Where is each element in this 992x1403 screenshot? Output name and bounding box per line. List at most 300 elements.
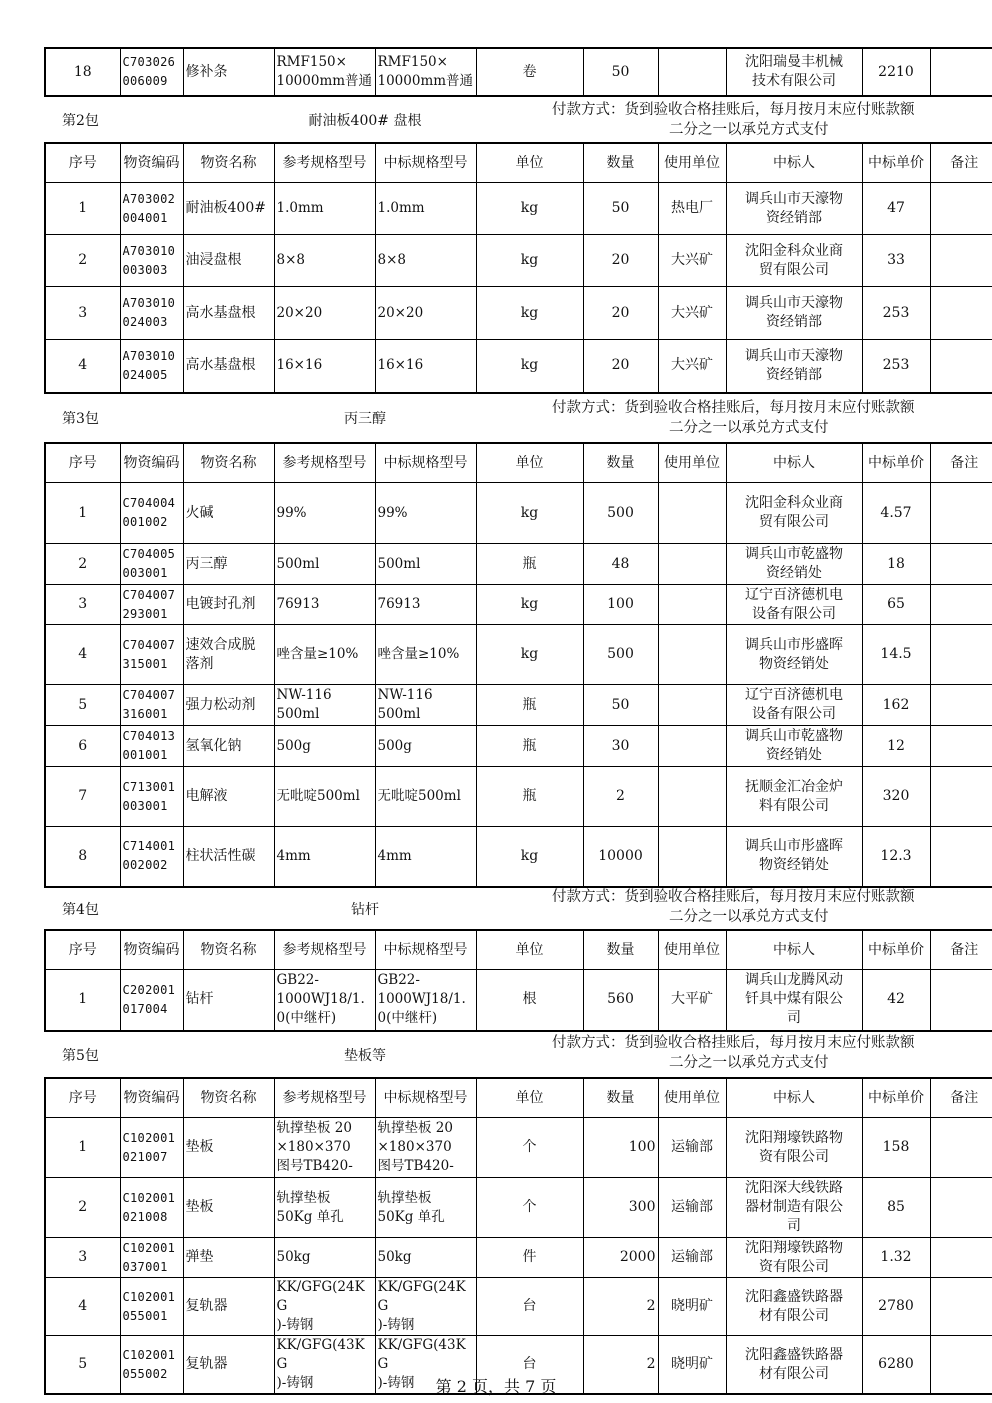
cell-bid-spec: 唑含量≥10% (375, 625, 476, 685)
cell-no: 1 (45, 183, 120, 235)
cell-code: C102001 055002 (120, 1336, 183, 1395)
cell-ref-spec: 76913 (274, 585, 375, 625)
cell-no: 2 (45, 1178, 120, 1238)
cell-user: 大平矿 (658, 970, 726, 1031)
continuation-table (44, 47, 992, 97)
table-row (45, 1238, 992, 1278)
cell-qty: 20 (583, 235, 658, 287)
header-name: 物资名称 (183, 143, 274, 183)
header-unit: 单位 (476, 930, 583, 970)
cell-user (658, 625, 726, 685)
payment-line-1: 付款方式：货到验收合格挂账后，每月按月末应付账款额 (552, 889, 915, 905)
cell-price: 2210 (862, 48, 930, 96)
package-label: 第3包 (62, 411, 99, 427)
cell-ref-spec: 500g (274, 726, 375, 767)
cell-no: 8 (45, 827, 120, 887)
cell-note (930, 340, 992, 393)
cell-name: 弹垫 (183, 1238, 274, 1278)
package-table (44, 1077, 992, 1395)
cell-bid-spec: 99% (375, 483, 476, 544)
cell-user: 大兴矿 (658, 235, 726, 287)
table-row (45, 970, 992, 1031)
cell-unit: kg (476, 235, 583, 287)
cell-bid-spec: KK/GFG(24KG )-铸钢 (375, 1278, 476, 1336)
cell-bid-spec: 76913 (375, 585, 476, 625)
table-row (45, 483, 992, 544)
cell-code: C202001 017004 (120, 970, 183, 1031)
cell-unit: 瓶 (476, 726, 583, 767)
package-label: 第5包 (62, 1048, 99, 1064)
cell-qty: 20 (583, 287, 658, 340)
cell-note (930, 544, 992, 585)
cell-code: C713001 003001 (120, 767, 183, 827)
cell-code: C102001 021008 (120, 1178, 183, 1238)
cell-no: 1 (45, 970, 120, 1031)
payment-terms (552, 1033, 972, 1073)
page-footer: 第 2 页，共 7 页 (435, 1377, 557, 1396)
cell-price: 253 (862, 340, 930, 393)
payment-line-2: 二分之一以承兑方式支付 (669, 1055, 829, 1071)
payment-line-2: 二分之一以承兑方式支付 (669, 909, 829, 925)
cell-name: 电解液 (183, 767, 274, 827)
header-name: 物资名称 (183, 930, 274, 970)
header-code: 物资编码 (120, 443, 183, 483)
cell-bid-spec: 4mm (375, 827, 476, 887)
header-no: 序号 (45, 143, 120, 183)
header-code: 物资编码 (120, 143, 183, 183)
cell-note (930, 726, 992, 767)
cell-ref-spec: 500ml (274, 544, 375, 585)
cell-qty: 30 (583, 726, 658, 767)
cell-user: 运输部 (658, 1118, 726, 1178)
cell-price: 320 (862, 767, 930, 827)
cell-winner: 调兵山市天濠物 资经销部 (726, 183, 862, 235)
cell-price: 65 (862, 585, 930, 625)
header-qty: 数量 (583, 930, 658, 970)
cell-unit: 根 (476, 970, 583, 1031)
cell-note (930, 287, 992, 340)
cell-note (930, 685, 992, 726)
cell-ref-spec: 轨撑垫板 50Kg 单孔 (274, 1178, 375, 1238)
cell-code: C704007 315001 (120, 625, 183, 685)
cell-ref-spec: KK/GFG(24KG )-铸钢 (274, 1278, 375, 1336)
cell-unit: 个 (476, 1178, 583, 1238)
package-title: 钻杆 (351, 902, 379, 918)
cell-bid-spec: 轨撑垫板 50Kg 单孔 (375, 1178, 476, 1238)
header-price: 中标单价 (862, 143, 930, 183)
cell-code: C102001 055001 (120, 1278, 183, 1336)
cell-name: 氢氧化钠 (183, 726, 274, 767)
cell-user: 大兴矿 (658, 340, 726, 393)
cell-no: 3 (45, 585, 120, 625)
header-no: 序号 (45, 443, 120, 483)
cell-price: 158 (862, 1118, 930, 1178)
header-ref-spec: 参考规格型号 (274, 1078, 375, 1118)
header-ref-spec: 参考规格型号 (274, 143, 375, 183)
cell-winner: 抚顺金汇冶金炉 料有限公司 (726, 767, 862, 827)
cell-unit: kg (476, 483, 583, 544)
cell-qty: 2000 (583, 1238, 658, 1278)
cell-ref-spec: RMF150× 10000mm普通 (274, 48, 375, 96)
cell-code: A703010 003003 (120, 235, 183, 287)
cell-winner: 调兵山市乾盛物 资经销处 (726, 726, 862, 767)
cell-winner: 调兵山市彤盛晖 物资经销处 (726, 827, 862, 887)
cell-unit: kg (476, 585, 583, 625)
cell-bid-spec: 500g (375, 726, 476, 767)
cell-qty: 50 (583, 183, 658, 235)
cell-user: 运输部 (658, 1238, 726, 1278)
cell-code: C703026 006009 (120, 48, 183, 96)
cell-unit: 瓶 (476, 685, 583, 726)
header-no: 序号 (45, 1078, 120, 1118)
header-winner: 中标人 (726, 1078, 862, 1118)
cell-name: 高水基盘根 (183, 340, 274, 393)
table-row (45, 235, 992, 287)
header-user: 使用单位 (658, 443, 726, 483)
payment-line-2: 二分之一以承兑方式支付 (669, 122, 829, 138)
header-name: 物资名称 (183, 443, 274, 483)
cell-bid-spec: 50kg (375, 1238, 476, 1278)
cell-bid-spec: 无吡啶500ml (375, 767, 476, 827)
table-row (45, 767, 992, 827)
cell-ref-spec: 8×8 (274, 235, 375, 287)
cell-winner: 调兵山市天濠物 资经销部 (726, 287, 862, 340)
cell-user: 运输部 (658, 1178, 726, 1238)
cell-ref-spec: 99% (274, 483, 375, 544)
cell-price: 6280 (862, 1336, 930, 1395)
cell-qty: 2 (583, 767, 658, 827)
cell-qty: 2 (583, 1336, 658, 1395)
cell-ref-spec: 唑含量≥10% (274, 625, 375, 685)
package-title: 丙三醇 (344, 411, 386, 427)
cell-no: 4 (45, 1278, 120, 1336)
cell-note (930, 483, 992, 544)
cell-no: 4 (45, 340, 120, 393)
cell-winner: 辽宁百济德机电 设备有限公司 (726, 685, 862, 726)
cell-note (930, 183, 992, 235)
cell-qty: 50 (583, 685, 658, 726)
cell-code: C704007 316001 (120, 685, 183, 726)
table-row (45, 1118, 992, 1178)
cell-ref-spec: 1.0mm (274, 183, 375, 235)
cell-no: 1 (45, 1118, 120, 1178)
cell-qty: 560 (583, 970, 658, 1031)
header-bid-spec: 中标规格型号 (375, 930, 476, 970)
payment-line-1: 付款方式：货到验收合格挂账后，每月按月末应付账款额 (552, 102, 915, 118)
header-unit: 单位 (476, 143, 583, 183)
cell-name: 高水基盘根 (183, 287, 274, 340)
cell-price: 33 (862, 235, 930, 287)
cell-bid-spec: NW-116 500ml (375, 685, 476, 726)
cell-unit: kg (476, 183, 583, 235)
cell-price: 42 (862, 970, 930, 1031)
header-user: 使用单位 (658, 930, 726, 970)
cell-bid-spec: GB22- 1000WJ18/1. 0(中继杆) (375, 970, 476, 1031)
cell-name: 火碱 (183, 483, 274, 544)
cell-bid-spec: 1.0mm (375, 183, 476, 235)
table-row (45, 183, 992, 235)
header-bid-spec: 中标规格型号 (375, 1078, 476, 1118)
cell-qty: 20 (583, 340, 658, 393)
header-name: 物资名称 (183, 1078, 274, 1118)
cell-price: 12.3 (862, 827, 930, 887)
cell-code: C704013 001001 (120, 726, 183, 767)
cell-note (930, 1238, 992, 1278)
cell-name: 柱状活性碳 (183, 827, 274, 887)
cell-user: 晓明矿 (658, 1278, 726, 1336)
cell-ref-spec: 无吡啶500ml (274, 767, 375, 827)
cell-user (658, 726, 726, 767)
table-row (45, 1278, 992, 1336)
header-winner: 中标人 (726, 443, 862, 483)
cell-unit: kg (476, 827, 583, 887)
cell-code: C704005 003001 (120, 544, 183, 585)
cell-no: 2 (45, 544, 120, 585)
cell-user (658, 585, 726, 625)
cell-bid-spec: 16×16 (375, 340, 476, 393)
payment-line-1: 付款方式：货到验收合格挂账后，每月按月末应付账款额 (552, 400, 915, 416)
cell-no: 4 (45, 625, 120, 685)
cell-note (930, 625, 992, 685)
cell-unit: 瓶 (476, 767, 583, 827)
cell-unit: kg (476, 340, 583, 393)
cell-ref-spec: KK/GFG(43KG )-铸钢 (274, 1336, 375, 1395)
header-code: 物资编码 (120, 1078, 183, 1118)
cell-name: 强力松动剂 (183, 685, 274, 726)
cell-winner: 调兵山市乾盛物 资经销处 (726, 544, 862, 585)
header-bid-spec: 中标规格型号 (375, 443, 476, 483)
cell-code: C102001 037001 (120, 1238, 183, 1278)
cell-qty: 10000 (583, 827, 658, 887)
cell-winner: 沈阳金科众业商 贸有限公司 (726, 235, 862, 287)
table-header-row (45, 443, 992, 483)
cell-user (658, 685, 726, 726)
header-unit: 单位 (476, 443, 583, 483)
header-user: 使用单位 (658, 143, 726, 183)
cell-no: 7 (45, 767, 120, 827)
cell-bid-spec: KK/GFG(43KG )-铸钢 (375, 1336, 476, 1395)
cell-name: 钻杆 (183, 970, 274, 1031)
cell-qty: 48 (583, 544, 658, 585)
cell-winner: 沈阳金科众业商 贸有限公司 (726, 483, 862, 544)
cell-note (930, 1178, 992, 1238)
cell-note (930, 48, 992, 96)
cell-price: 12 (862, 726, 930, 767)
cell-qty: 300 (583, 1178, 658, 1238)
cell-name: 油浸盘根 (183, 235, 274, 287)
cell-price: 1.32 (862, 1238, 930, 1278)
cell-price: 85 (862, 1178, 930, 1238)
cell-no: 18 (45, 48, 120, 96)
cell-qty: 100 (583, 1118, 658, 1178)
payment-terms (552, 887, 972, 927)
cell-name: 垫板 (183, 1178, 274, 1238)
cell-user: 晓明矿 (658, 1336, 726, 1395)
cell-winner: 调兵山龙腾风动 钎具中煤有限公 司 (726, 970, 862, 1031)
cell-note (930, 827, 992, 887)
cell-note (930, 585, 992, 625)
cell-code: A703010 024003 (120, 287, 183, 340)
payment-terms (552, 100, 972, 140)
cell-price: 4.57 (862, 483, 930, 544)
cell-name: 速效合成脱 落剂 (183, 625, 274, 685)
cell-price: 14.5 (862, 625, 930, 685)
table-row (45, 48, 992, 96)
cell-bid-spec: 8×8 (375, 235, 476, 287)
cell-ref-spec: 16×16 (274, 340, 375, 393)
header-unit: 单位 (476, 1078, 583, 1118)
cell-note (930, 235, 992, 287)
header-note: 备注 (930, 1078, 992, 1118)
cell-qty: 2 (583, 1278, 658, 1336)
cell-ref-spec: 轨撑垫板 20 ×180×370 图号TB420- (274, 1118, 375, 1178)
cell-name: 电镀封孔剂 (183, 585, 274, 625)
cell-unit: 个 (476, 1118, 583, 1178)
cell-user (658, 483, 726, 544)
cell-price: 253 (862, 287, 930, 340)
package-title: 耐油板400# 盘根 (308, 113, 422, 129)
cell-winner: 沈阳翔壕铁路物 资有限公司 (726, 1118, 862, 1178)
cell-name: 复轨器 (183, 1278, 274, 1336)
package-label: 第2包 (62, 113, 99, 129)
cell-code: C714001 002002 (120, 827, 183, 887)
table-row (45, 685, 992, 726)
cell-code: A703002 004001 (120, 183, 183, 235)
cell-no: 5 (45, 685, 120, 726)
package-title: 垫板等 (344, 1048, 386, 1064)
table-row (45, 287, 992, 340)
cell-code: A703010 024005 (120, 340, 183, 393)
cell-user: 热电厂 (658, 183, 726, 235)
cell-winner: 沈阳深大线铁路 器材制造有限公 司 (726, 1178, 862, 1238)
package-table (44, 442, 992, 888)
cell-qty: 100 (583, 585, 658, 625)
cell-unit: 件 (476, 1238, 583, 1278)
table-header-row (45, 143, 992, 183)
cell-no: 3 (45, 1238, 120, 1278)
header-winner: 中标人 (726, 143, 862, 183)
cell-unit: 瓶 (476, 544, 583, 585)
table-row (45, 1178, 992, 1238)
header-price: 中标单价 (862, 930, 930, 970)
header-winner: 中标人 (726, 930, 862, 970)
cell-no: 2 (45, 235, 120, 287)
header-price: 中标单价 (862, 443, 930, 483)
table-header-row (45, 930, 992, 970)
cell-price: 47 (862, 183, 930, 235)
table-row (45, 544, 992, 585)
cell-bid-spec: RMF150× 10000mm普通 (375, 48, 476, 96)
cell-bid-spec: 20×20 (375, 287, 476, 340)
table-row (45, 827, 992, 887)
cell-price: 18 (862, 544, 930, 585)
package-table (44, 929, 992, 1032)
cell-code: C102001 021007 (120, 1118, 183, 1178)
header-note: 备注 (930, 143, 992, 183)
cell-ref-spec: 50kg (274, 1238, 375, 1278)
table-header-row (45, 1078, 992, 1118)
payment-line-2: 二分之一以承兑方式支付 (669, 420, 829, 436)
package-label: 第4包 (62, 902, 99, 918)
header-qty: 数量 (583, 143, 658, 183)
header-ref-spec: 参考规格型号 (274, 443, 375, 483)
cell-name: 垫板 (183, 1118, 274, 1178)
cell-code: C704007 293001 (120, 585, 183, 625)
header-note: 备注 (930, 930, 992, 970)
cell-qty: 50 (583, 48, 658, 96)
cell-winner: 沈阳鑫盛铁路器 材有限公司 (726, 1336, 862, 1395)
header-bid-spec: 中标规格型号 (375, 143, 476, 183)
table-row (45, 726, 992, 767)
cell-qty: 500 (583, 483, 658, 544)
cell-qty: 500 (583, 625, 658, 685)
table-row (45, 625, 992, 685)
header-note: 备注 (930, 443, 992, 483)
cell-note (930, 1118, 992, 1178)
cell-name: 耐油板400# (183, 183, 274, 235)
cell-no: 3 (45, 287, 120, 340)
cell-note (930, 1278, 992, 1336)
cell-price: 2780 (862, 1278, 930, 1336)
header-user: 使用单位 (658, 1078, 726, 1118)
cell-ref-spec: 20×20 (274, 287, 375, 340)
table-row (45, 340, 992, 393)
cell-unit: kg (476, 625, 583, 685)
cell-bid-spec: 500ml (375, 544, 476, 585)
header-ref-spec: 参考规格型号 (274, 930, 375, 970)
cell-user (658, 544, 726, 585)
cell-name: 修补条 (183, 48, 274, 96)
header-qty: 数量 (583, 443, 658, 483)
cell-winner: 调兵山市天濠物 资经销部 (726, 340, 862, 393)
cell-winner: 沈阳瑞曼丰机械 技术有限公司 (726, 48, 862, 96)
header-no: 序号 (45, 930, 120, 970)
header-price: 中标单价 (862, 1078, 930, 1118)
cell-note (930, 970, 992, 1031)
cell-winner: 沈阳鑫盛铁路器 材有限公司 (726, 1278, 862, 1336)
cell-no: 5 (45, 1336, 120, 1395)
cell-ref-spec: GB22- 1000WJ18/1. 0(中继杆) (274, 970, 375, 1031)
table-row (45, 585, 992, 625)
cell-name: 丙三醇 (183, 544, 274, 585)
package-table (44, 142, 992, 394)
cell-unit: 卷 (476, 48, 583, 96)
cell-code: C704004 001002 (120, 483, 183, 544)
cell-ref-spec: 4mm (274, 827, 375, 887)
cell-note (930, 767, 992, 827)
cell-winner: 沈阳翔壕铁路物 资有限公司 (726, 1238, 862, 1278)
cell-bid-spec: 轨撑垫板 20 ×180×370 图号TB420- (375, 1118, 476, 1178)
cell-unit: 台 (476, 1336, 583, 1395)
header-qty: 数量 (583, 1078, 658, 1118)
cell-no: 6 (45, 726, 120, 767)
cell-user (658, 767, 726, 827)
cell-winner: 调兵山市彤盛晖 物资经销处 (726, 625, 862, 685)
payment-terms (552, 398, 972, 438)
cell-name: 复轨器 (183, 1336, 274, 1395)
cell-ref-spec: NW-116 500ml (274, 685, 375, 726)
cell-user: 大兴矿 (658, 287, 726, 340)
cell-unit: kg (476, 287, 583, 340)
cell-price: 162 (862, 685, 930, 726)
cell-unit: 台 (476, 1278, 583, 1336)
cell-no: 1 (45, 483, 120, 544)
cell-user (658, 48, 726, 96)
payment-line-1: 付款方式：货到验收合格挂账后，每月按月末应付账款额 (552, 1035, 915, 1051)
header-code: 物资编码 (120, 930, 183, 970)
cell-user (658, 827, 726, 887)
cell-winner: 辽宁百济德机电 设备有限公司 (726, 585, 862, 625)
